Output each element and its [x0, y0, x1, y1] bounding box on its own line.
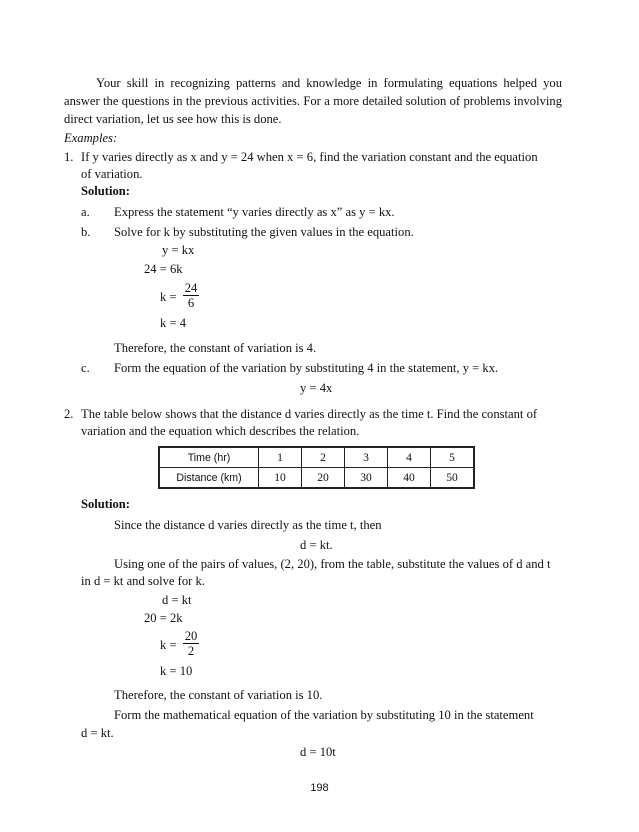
- ex2-fraction-numerator: 20: [184, 629, 198, 643]
- table-cell: 40: [388, 468, 431, 488]
- ex1-fraction: [183, 281, 199, 311]
- table-cell: 20: [302, 468, 345, 488]
- step-a-letter: a.: [81, 205, 90, 219]
- table-cell: 10: [259, 468, 302, 488]
- table-cell: 50: [431, 468, 474, 488]
- time-distance-table: [159, 447, 474, 488]
- ex1-final-equation: y = 4x: [300, 381, 333, 395]
- step-c-text: Form the equation of the variation by substituting 4 in the statement, y = kx.: [114, 361, 499, 375]
- ex1-fraction-denominator: 6: [187, 296, 195, 310]
- example-1-line-1: If y varies directly as x and y = 24 when x = 6, find the variation constant and the equation: [81, 150, 538, 164]
- example-1-solution-label: Solution:: [81, 184, 130, 198]
- table-cell: 3: [345, 448, 388, 468]
- page-number: 198: [310, 782, 329, 794]
- ex2-using-line-1: Using one of the pairs of values, (2, 20), from the table, substitute the values of d and t: [114, 557, 551, 571]
- ex2-fraction: [183, 629, 199, 659]
- intro-paragraph: Your skill in recognizing patterns and knowledge in formulating equations helped you answer the questions in the previous activities. For a more detailed solution of problems involving direct variation, let us see how this is done.: [64, 76, 562, 126]
- ex2-form-line-2: d = kt.: [81, 726, 114, 740]
- examples-label: Examples:: [64, 131, 118, 145]
- example-2-line-2: variation and the equation which describes the relation.: [81, 424, 360, 438]
- step-a-text: Express the statement “y varies directly as x” as y = kx.: [114, 205, 395, 219]
- table-cell: 5: [431, 448, 474, 468]
- ex2-equation-1: d = kt: [162, 593, 192, 607]
- step-b-letter: b.: [81, 225, 91, 239]
- ex1-fraction-numerator: 24: [184, 281, 198, 295]
- ex1-equation-1: y = kx: [162, 243, 195, 257]
- ex2-equation-3-lhs: k =: [160, 638, 177, 652]
- table-cell: 30: [345, 468, 388, 488]
- ex2-fraction-denominator: 2: [187, 644, 195, 658]
- ex2-since: Since the distance d varies directly as the time t, then: [114, 518, 382, 532]
- ex2-equation-2: 20 = 2k: [144, 611, 183, 625]
- ex1-equation-4: k = 4: [160, 316, 186, 330]
- step-c-letter: c.: [81, 361, 90, 375]
- table-cell: 4: [388, 448, 431, 468]
- ex2-final-equation: d = 10t: [300, 745, 336, 759]
- example-1-number: 1.: [64, 150, 74, 164]
- table-cell: 1: [259, 448, 302, 468]
- ex1-therefore: Therefore, the constant of variation is 4.: [114, 341, 317, 355]
- ex2-form-line-1: Form the mathematical equation of the variation by substituting 10 in the statement: [114, 708, 534, 722]
- step-b-text: Solve for k by substituting the given values in the equation.: [114, 225, 414, 239]
- table-cell: 2: [302, 448, 345, 468]
- example-1-line-2: of variation.: [81, 167, 143, 181]
- table-row-time: [160, 448, 474, 468]
- ex2-equation-dkt: d = kt.: [300, 538, 333, 552]
- example-2-line-1: The table below shows that the distance d varies directly as the time t. Find the constant of: [81, 407, 538, 421]
- ex1-equation-3-lhs: k =: [160, 290, 177, 304]
- example-2-solution-label: Solution:: [81, 497, 130, 511]
- ex2-equation-4: k = 10: [160, 664, 193, 678]
- table-row-distance: [160, 468, 474, 488]
- table-header-distance: Distance (km): [160, 468, 259, 488]
- ex2-therefore: Therefore, the constant of variation is 10.: [114, 688, 323, 702]
- example-2-number: 2.: [64, 407, 74, 421]
- ex2-using-line-2: in d = kt and solve for k.: [81, 574, 205, 588]
- ex1-equation-2: 24 = 6k: [144, 262, 183, 276]
- table-header-time: Time (hr): [160, 448, 259, 468]
